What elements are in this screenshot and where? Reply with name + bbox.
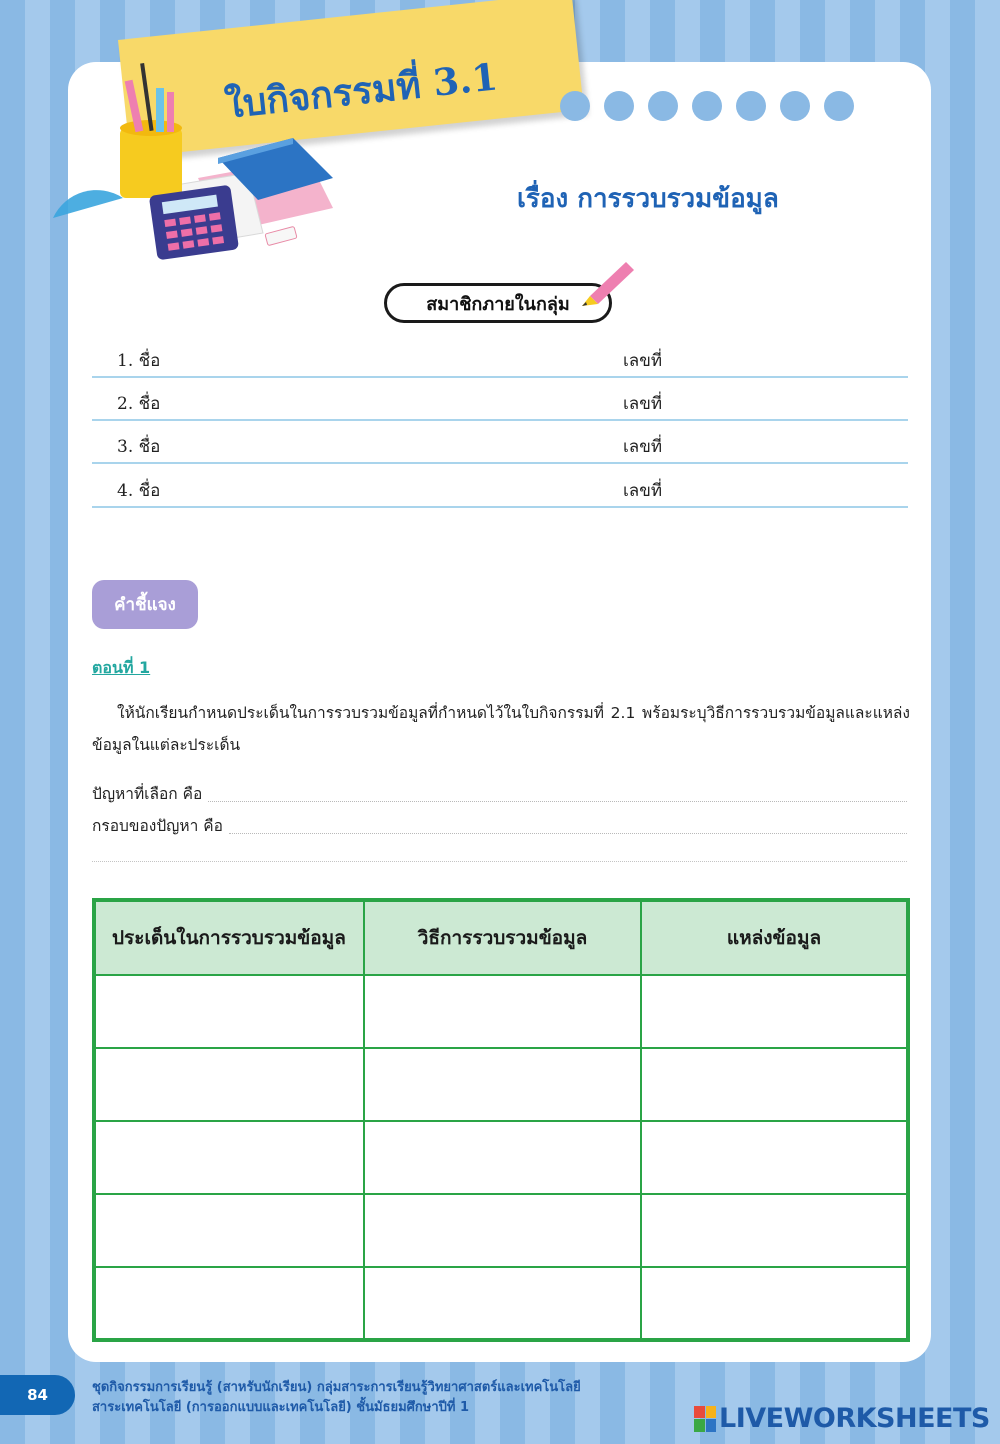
table-row	[94, 1267, 908, 1340]
member-row-1[interactable]	[92, 338, 908, 378]
page-number: 84	[0, 1375, 75, 1415]
dot	[824, 91, 854, 121]
footer-line-1: ชุดกิจกรรมการเรียนรู้ (สาหรับนักเรียน) กลุ่มสาระการเรียนรู้วิทยาศาสตร์และเทคโนโลยี	[92, 1380, 581, 1395]
table-cell[interactable]	[641, 1267, 908, 1340]
table-cell[interactable]	[364, 1121, 641, 1194]
table-cell[interactable]	[94, 975, 364, 1048]
instructions-paragraph: ให้นักเรียนกำหนดประเด็นในการรวบรวมข้อมูลที่กำหนดไว้ในใบกิจกรรมที่ 2.1 พร้อมระบุวิธีการรวบรวมข้อมูลและแหล่งข้อมูลในแต่ละประเด็น	[92, 704, 910, 754]
dot	[560, 91, 590, 121]
part-1-label: ตอนที่ 1	[92, 658, 151, 677]
member-number-label: เลขที่	[623, 437, 663, 457]
footer-caption	[92, 1378, 581, 1418]
data-collection-table	[92, 898, 910, 1342]
framework-answer-line[interactable]	[229, 833, 907, 834]
member-row-4[interactable]	[92, 468, 908, 508]
problem-label: ปัญหาที่เลือก คือ	[92, 785, 203, 803]
member-name-label: 3. ชื่อ	[117, 437, 161, 457]
member-row-3[interactable]	[92, 424, 908, 464]
dot	[692, 91, 722, 121]
table-cell[interactable]	[94, 1048, 364, 1121]
problem-answer-line[interactable]	[208, 801, 907, 802]
table-cell[interactable]	[364, 1194, 641, 1267]
dot	[736, 91, 766, 121]
brand-name: LIVEWORKSHEETS	[719, 1403, 990, 1434]
member-name-label: 1. ชื่อ	[117, 351, 161, 371]
dot	[780, 91, 810, 121]
member-name-label: 2. ชื่อ	[117, 394, 161, 414]
eraser-icon	[265, 226, 297, 245]
liveworksheets-icon	[694, 1406, 716, 1432]
footer-line-2: สาระเทคโนโลยี (การออกแบบและเทคโนโลยี) ชั้นมัธยมศึกษาปีที่ 1	[92, 1400, 470, 1415]
table-cell[interactable]	[94, 1267, 364, 1340]
member-row-2[interactable]	[92, 381, 908, 421]
table-header-row	[94, 900, 908, 975]
table-cell[interactable]	[94, 1121, 364, 1194]
pencil-icon	[578, 256, 640, 308]
table-cell[interactable]	[364, 1267, 641, 1340]
member-number-label: เลขที่	[623, 481, 663, 501]
instructions-badge: คำชี้แจง	[92, 580, 198, 629]
protractor-icon	[53, 190, 123, 218]
extra-answer-line[interactable]	[92, 861, 907, 862]
header-source: แหล่งข้อมูล	[641, 900, 908, 975]
table-cell[interactable]	[364, 1048, 641, 1121]
worksheet-title: ใบกิจกรรมที่ 3.1	[222, 54, 500, 127]
worksheet-subject: เรื่อง การรวบรวมข้อมูล	[517, 184, 779, 214]
pencil-icon	[167, 92, 174, 132]
table-cell[interactable]	[641, 975, 908, 1048]
framework-label: กรอบของปัญหา คือ	[92, 817, 223, 835]
table-cell[interactable]	[641, 1121, 908, 1194]
member-number-label: เลขที่	[623, 394, 663, 414]
pencil-cup-icon	[120, 128, 182, 198]
stationery-illustration	[48, 58, 348, 263]
table-row	[94, 1048, 908, 1121]
table-row	[94, 1121, 908, 1194]
liveworksheets-logo[interactable]	[694, 1403, 990, 1434]
calculator-icon	[149, 185, 239, 261]
header-issue: ประเด็นในการรวบรวมข้อมูล	[94, 900, 364, 975]
table-row	[94, 1194, 908, 1267]
pencil-icon	[156, 88, 164, 132]
problem-field[interactable]	[92, 780, 907, 806]
members-heading: สมาชิกภายในกลุ่ม	[384, 283, 612, 323]
dot	[648, 91, 678, 121]
member-number-label: เลขที่	[623, 351, 663, 371]
table-cell[interactable]	[94, 1194, 364, 1267]
decorative-dots	[560, 91, 854, 121]
table-row	[94, 975, 908, 1048]
header-method: วิธีการรวบรวมข้อมูล	[364, 900, 641, 975]
table-cell[interactable]	[641, 1048, 908, 1121]
table-cell[interactable]	[641, 1194, 908, 1267]
member-name-label: 4. ชื่อ	[117, 481, 161, 501]
table-cell[interactable]	[364, 975, 641, 1048]
framework-field[interactable]	[92, 812, 907, 838]
dot	[604, 91, 634, 121]
